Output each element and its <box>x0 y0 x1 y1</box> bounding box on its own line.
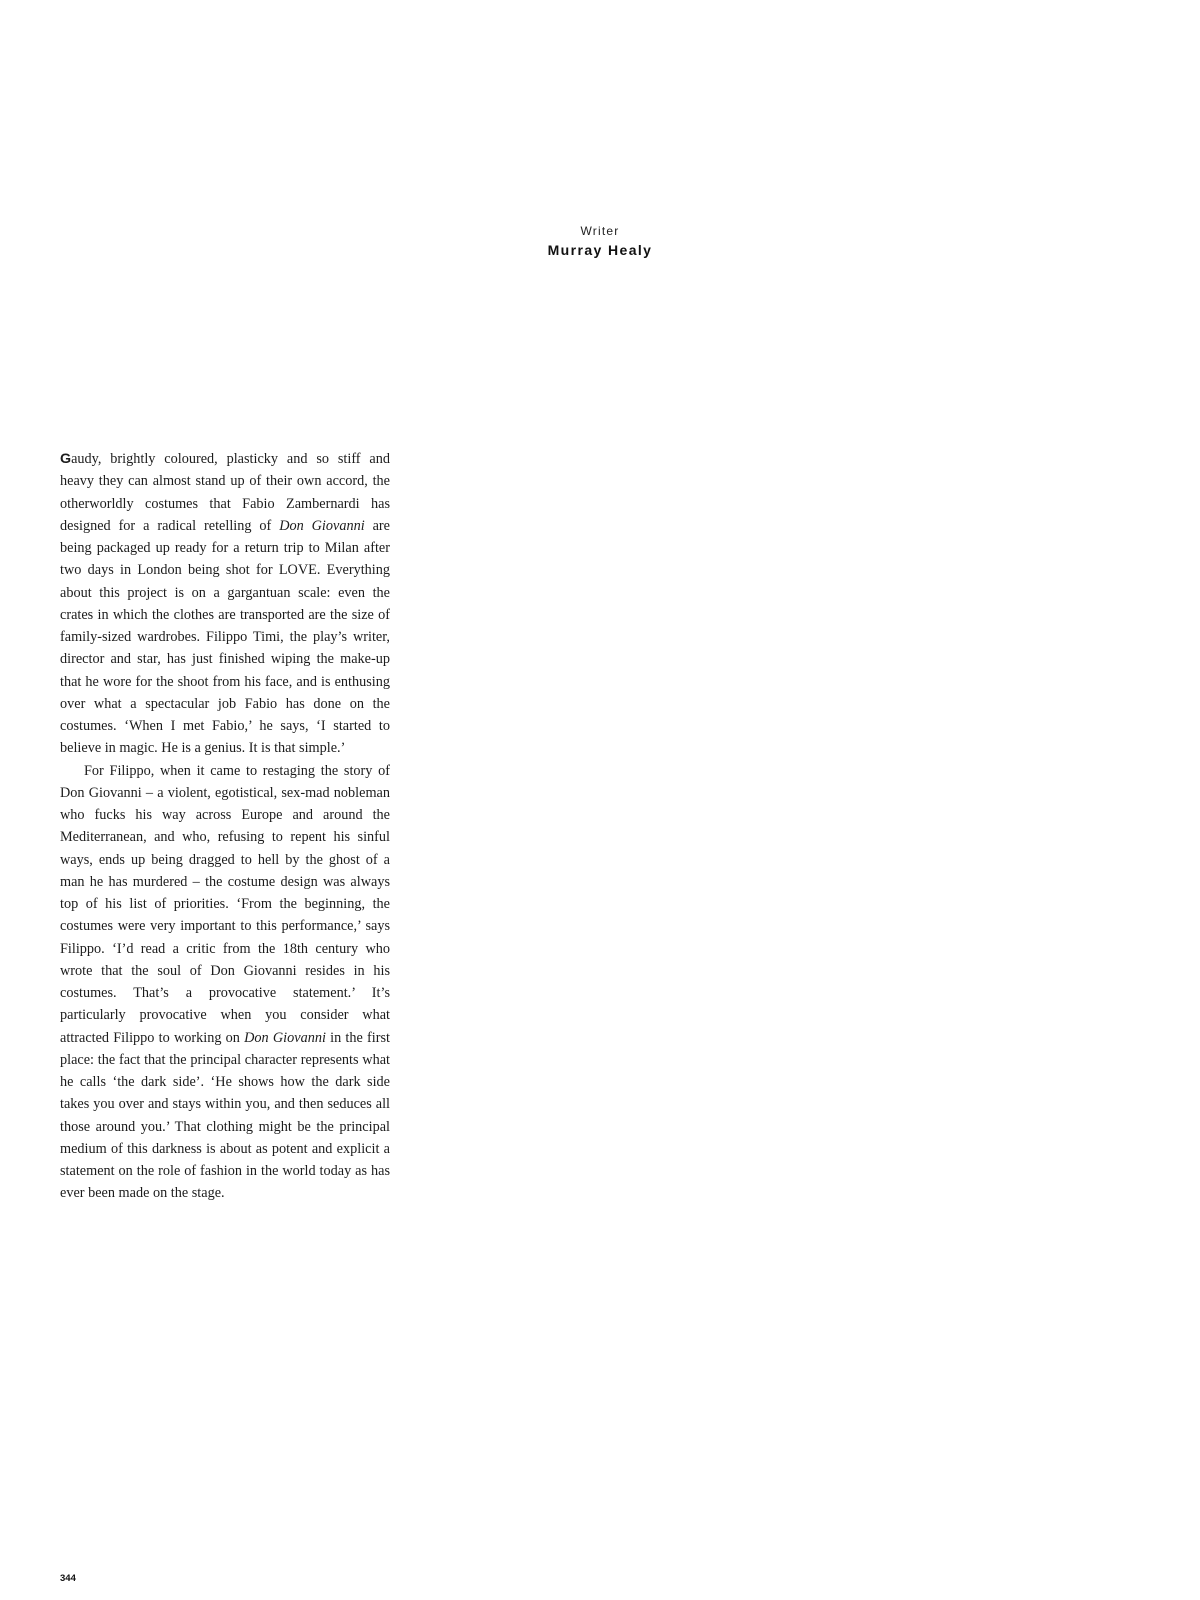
text-run: For Filippo, when it came to restaging the story of Don Giovanni – a violent, egotistical, sex-mad nobleman who fucks his way across Europe and around the Mediterranean, and who, refusing to repent his sinful ways, ends up being dragged to hell by the ghost of a man he has murdered – the costume design was always top of his list of priorities. ‘From the beginning, the costumes were very important to this performance,’ says Filippo. ‘I’d read a critic from the 18th century who wrote that the soul of Don Giovanni resides in his costumes. That’s a provocative statement.’ It’s particularly provocative when you consider what attracted Filippo to working on <box>60 762 390 1046</box>
byline <box>0 224 1200 258</box>
italic-title: Don Giovanni <box>244 1029 326 1046</box>
byline-name: Murray Healy <box>547 242 653 258</box>
text-run: are being packaged up ready for a return trip to Milan after two days in London being shot for LOVE. Everything about this project is on a gargantuan scale: even the crates in which the clothes are transported are the size of family-sized wardrobes. Filippo Timi, the play’s writer, director and star, has just finished wiping the make-up that he wore for the shoot from his face, and is enthusing over what a spectacular job Fabio has done on the costumes. ‘When I met Fabio,’ he says, ‘I started to believe in magic. He is a genius. It is that simple.’ <box>60 517 390 757</box>
body-paragraph <box>60 448 390 760</box>
text-run: in the first place: the fact that the principal character represents what he calls ‘the dark side’. ‘He shows how the dark side takes you over and stays within you, and then seduces all those around you.’ That clothing might be the principal medium of this darkness is about as potent and explicit a statement on the role of fashion in the world today as has ever been made on the stage. <box>60 1029 391 1202</box>
page-number: 344 <box>60 1573 76 1584</box>
byline-role: Writer <box>580 224 620 238</box>
text-run: audy, brightly coloured, plasticky and so stiff and heavy they can almost stand up of their own accord, the otherworldly costumes that Fabio Zambernardi has designed for a radical retelling of <box>60 451 390 534</box>
italic-title: Don Giovanni <box>279 517 365 534</box>
drop-cap: G <box>60 451 72 467</box>
body-paragraph <box>60 760 390 1205</box>
article-column-1 <box>60 448 390 1205</box>
